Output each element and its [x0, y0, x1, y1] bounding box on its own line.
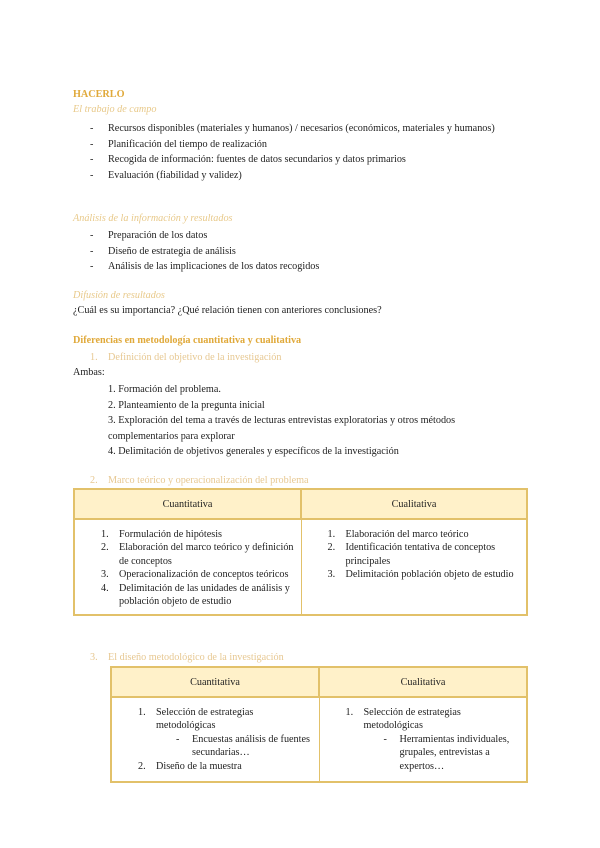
list-item: 3. Exploración del tema a través de lecturas entrevistas exploratorias y otros métodos complementarios para explorar [108, 415, 456, 442]
column-header-cuantitativa: Cuantitativa [74, 489, 301, 519]
list-item: 1. Formación del problema. [108, 384, 221, 395]
column-header-cualitativa: Cualitativa [301, 489, 527, 519]
list-item: 2. Elaboración del marco teórico y definición de conceptos [101, 542, 294, 567]
step2-label: Marco teórico y operacionalización del problema [108, 475, 309, 486]
list-item: - Recursos disponibles (materiales y humanos) / necesarios (económicos, materiales y humanos) [90, 121, 502, 137]
section-title-difusion: Difusión de resultados [73, 290, 165, 301]
list-item: - Preparación de los datos [90, 228, 502, 244]
list-item: 1. Formulación de hipótesis [101, 529, 222, 540]
list-item: 2. Planteamiento de la pregunta inicial [108, 399, 265, 411]
column-header-cualitativa: Cualitativa [319, 667, 527, 697]
list-item: - Planificación del tiempo de realización [90, 137, 502, 153]
list-item: - Diseño de estrategia de análisis [90, 244, 502, 260]
column-header-cuantitativa: Cuantitativa [111, 667, 319, 697]
marco-teorico-table [73, 488, 528, 616]
list-item: 1. Selección de estrategias metodológicas - Encuestas análisis de fuentes secundarias… [116, 706, 315, 760]
sub-list [364, 733, 523, 773]
cuantitativa-cell [74, 519, 301, 615]
sub-list-item: - Herramientas individuales, grupales, entrevistas a expertos… [364, 733, 523, 773]
list-item: 2. Identificación tentativa de conceptos principales [327, 542, 496, 567]
list-item: - Análisis de las implicaciones de los datos recogidos [90, 259, 502, 275]
step1-list [108, 382, 503, 460]
section-title-analisis: Análisis de la información y resultados [73, 213, 233, 224]
list-item: 3. Delimitación población objeto de estudio [327, 569, 514, 581]
list-item: - Evaluación (fiabilidad y validez) [90, 168, 502, 184]
cualitativa-list [324, 706, 523, 773]
heading-diferencias: Diferencias en metodología cuantitativa y cualitativa [73, 335, 302, 346]
sub-list-item: - Encuestas análisis de fuentes secundarias… [156, 733, 315, 760]
trabajo-campo-list [90, 121, 502, 183]
cuantitativa-cell [111, 697, 319, 782]
step2-number: 2. [90, 475, 98, 486]
analisis-list [90, 228, 502, 275]
cuantitativa-list [79, 528, 297, 608]
sub-list [156, 733, 315, 760]
list-item: 1. Selección de estrategias metodológicas - Herramientas individuales, grupales, entrevistas a expertos… [324, 706, 523, 773]
list-item: 1. Elaboración del marco teórico [327, 529, 469, 540]
list-item: 3. Operacionalización de conceptos teóricos [101, 569, 289, 581]
step1-label: Definición del objetivo de la investigación [108, 352, 282, 363]
diseno-metodologico-table [110, 666, 528, 783]
cualitativa-cell [301, 519, 527, 615]
list-item: - Recogida de información: fuentes de datos secundarios y datos primarios [90, 152, 502, 168]
cuantitativa-list [116, 706, 315, 773]
cualitativa-cell [319, 697, 527, 782]
difusion-text: ¿Cuál es su importancia? ¿Qué relación tienen con anteriores conclusiones? [73, 305, 382, 316]
list-item: 4. Delimitación de las unidades de análisis y población objeto de estudio [101, 582, 290, 608]
step3-label: El diseño metodológico de la investigación [108, 652, 284, 663]
step1-number: 1. [90, 352, 98, 363]
list-item: 4. Delimitación de objetivos generales y específicos de la investigación [108, 446, 399, 458]
cualitativa-list [306, 528, 523, 582]
ambas-label: Ambas: [73, 367, 105, 378]
section-title-trabajo-campo: El trabajo de campo [73, 104, 157, 115]
heading-hacerlo: HACERLO [73, 89, 125, 100]
step3-number: 3. [90, 652, 98, 663]
list-item: 2. Diseño de la muestra [138, 760, 242, 772]
